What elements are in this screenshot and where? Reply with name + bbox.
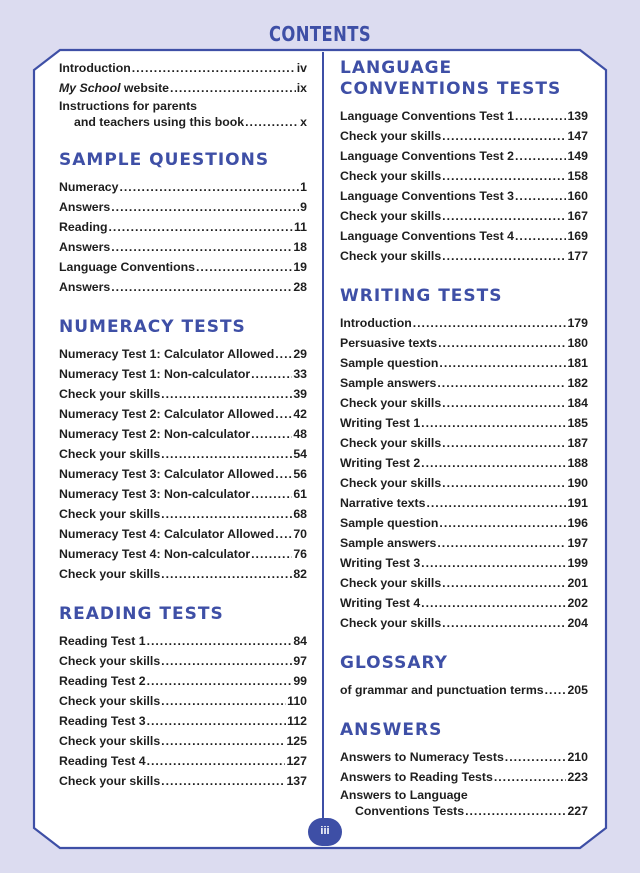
toc-entry[interactable] xyxy=(340,767,588,787)
entry-page-number: 97 xyxy=(293,654,307,668)
toc-entry[interactable] xyxy=(59,237,307,257)
entry-title: Numeracy Test 3: Non-calculator xyxy=(59,487,251,501)
section-numeracy-tests xyxy=(59,317,307,584)
leader-dots xyxy=(545,680,567,700)
leader-dots xyxy=(196,257,292,277)
entry-title: Language Conventions Test 4 xyxy=(340,229,514,243)
entry-page-number: 61 xyxy=(293,487,307,501)
entry-title: Reading Test 2 xyxy=(59,674,146,688)
toc-entry[interactable] xyxy=(59,197,307,217)
toc-entry[interactable] xyxy=(340,373,588,393)
entry-page-number: 48 xyxy=(293,427,307,441)
leader-dots xyxy=(421,413,566,433)
entry-title: Check your skills xyxy=(340,436,442,450)
entry-page-number: 196 xyxy=(567,516,588,530)
leader-dots xyxy=(442,126,566,146)
entry-title: Sample question xyxy=(340,356,439,370)
entry-title: Check your skills xyxy=(59,654,161,668)
entry-title: Writing Test 4 xyxy=(340,596,421,610)
entry-page-number: 42 xyxy=(293,407,307,421)
toc-entry[interactable] xyxy=(340,246,588,266)
section-heading: SAMPLE QUESTIONS xyxy=(59,150,270,170)
toc-entry[interactable] xyxy=(340,353,588,373)
entry-title: Numeracy Test 2: Calculator Allowed xyxy=(59,407,275,421)
leader-dots xyxy=(170,78,296,98)
entry-title: Language Conventions xyxy=(59,260,195,274)
entry-title: Writing Test 3 xyxy=(340,556,421,570)
toc-entry[interactable] xyxy=(340,473,588,493)
leader-dots xyxy=(147,671,293,691)
leader-dots xyxy=(437,533,566,553)
leader-dots xyxy=(442,473,566,493)
leader-dots xyxy=(439,513,566,533)
toc-entry[interactable] xyxy=(59,544,307,564)
leader-dots xyxy=(421,453,566,473)
entry-title: Check your skills xyxy=(59,734,161,748)
toc-entry[interactable] xyxy=(340,126,588,146)
entry-title: Answers to Reading Tests xyxy=(340,770,493,784)
leader-dots xyxy=(161,444,292,464)
toc-entry[interactable] xyxy=(340,573,588,593)
toc-entry[interactable] xyxy=(340,333,588,353)
leader-dots xyxy=(161,771,285,791)
toc-entry[interactable] xyxy=(59,277,307,297)
section-answers xyxy=(340,720,588,787)
entry-title: Check your skills xyxy=(59,507,161,521)
entry-page-number: 125 xyxy=(286,734,307,748)
toc-entry[interactable] xyxy=(59,524,307,544)
leader-dots xyxy=(515,106,566,126)
entry-title: Numeracy Test 1: Calculator Allowed xyxy=(59,347,275,361)
leader-dots xyxy=(111,197,299,217)
entry-page-number: 182 xyxy=(567,376,588,390)
leader-dots xyxy=(442,206,566,226)
section-heading: NUMERACY TESTS xyxy=(59,317,246,337)
entry-page-number: 202 xyxy=(567,596,588,610)
toc-entry[interactable] xyxy=(59,484,307,504)
toc-entry[interactable] xyxy=(59,464,307,484)
toc-entry[interactable] xyxy=(340,413,588,433)
entry-title: Check your skills xyxy=(340,476,442,490)
leader-dots xyxy=(421,553,566,573)
entry-page-number: 204 xyxy=(567,616,588,630)
leader-dots xyxy=(515,146,566,166)
entry-title: Language Conventions Test 1 xyxy=(340,109,514,123)
entry-page-number: 33 xyxy=(293,367,307,381)
toc-entry[interactable] xyxy=(59,177,307,197)
entry-page-number: 139 xyxy=(567,109,588,123)
entry-page-number: 210 xyxy=(567,750,588,764)
entry-title: Introduction xyxy=(340,316,412,330)
toc-entry[interactable] xyxy=(59,631,307,651)
toc-entry[interactable] xyxy=(340,613,588,633)
entry-page-number: 167 xyxy=(567,209,588,223)
toc-entry[interactable] xyxy=(340,747,588,767)
toc-entry[interactable] xyxy=(59,711,307,731)
leader-dots xyxy=(442,246,566,266)
left-sections xyxy=(59,150,307,791)
toc-entry[interactable] xyxy=(59,751,307,771)
entry-title: Answers xyxy=(59,200,111,214)
leader-dots xyxy=(161,384,292,404)
entry-page-number: 149 xyxy=(567,149,588,163)
entry-page-number: 18 xyxy=(293,240,307,254)
leader-dots xyxy=(119,177,299,197)
entry-title: Sample answers xyxy=(340,536,437,550)
section-writing-tests xyxy=(340,286,588,633)
leader-dots xyxy=(515,226,566,246)
entry-page-number: 76 xyxy=(293,547,307,561)
entry-title: Reading Test 3 xyxy=(59,714,146,728)
entry-page-number: 137 xyxy=(286,774,307,788)
leader-dots xyxy=(111,237,292,257)
toc-entry[interactable] xyxy=(59,564,307,584)
entry-page-number: 180 xyxy=(567,336,588,350)
toc-entry[interactable] xyxy=(59,344,307,364)
right-sections xyxy=(340,58,588,787)
entry-page-number: 187 xyxy=(567,436,588,450)
entry-page-number: 54 xyxy=(293,447,307,461)
entry-page-number: 68 xyxy=(293,507,307,521)
toc-entry[interactable] xyxy=(59,771,307,791)
entry-page-number: 28 xyxy=(293,280,307,294)
entry-title: Check your skills xyxy=(59,694,161,708)
leader-dots xyxy=(275,464,292,484)
entry-title: Numeracy xyxy=(59,180,119,194)
right-column xyxy=(340,58,588,823)
left-column xyxy=(59,58,307,811)
toc-entry[interactable] xyxy=(340,106,588,126)
toc-entry[interactable] xyxy=(59,691,307,711)
section-heading: ANSWERS xyxy=(340,720,443,740)
entry-page-number: 185 xyxy=(567,416,588,430)
entry-page-number: 179 xyxy=(567,316,588,330)
entry-page-number: 160 xyxy=(567,189,588,203)
leader-dots xyxy=(421,593,566,613)
entry-title: Check your skills xyxy=(340,576,442,590)
toc-entry[interactable] xyxy=(340,593,588,613)
entry-title: Reading xyxy=(59,220,108,234)
toc-entry[interactable] xyxy=(340,393,588,413)
entry-title: Sample answers xyxy=(340,376,437,390)
leader-dots xyxy=(442,166,566,186)
page-title: CONTENTS xyxy=(268,22,372,46)
toc-entry[interactable] xyxy=(340,206,588,226)
entry-page-number: 223 xyxy=(567,770,588,784)
leader-dots xyxy=(161,564,292,584)
leader-dots xyxy=(161,651,292,671)
entry-title: Check your skills xyxy=(340,169,442,183)
toc-entry[interactable] xyxy=(340,493,588,513)
leader-dots xyxy=(251,364,292,384)
entry-page-number: 11 xyxy=(294,220,307,234)
leader-dots xyxy=(275,524,292,544)
entry-title: Check your skills xyxy=(59,387,161,401)
entry-page-number: 1 xyxy=(300,180,307,194)
entry-title: Numeracy Test 4: Calculator Allowed xyxy=(59,527,275,541)
toc-entry[interactable] xyxy=(340,186,588,206)
leader-dots xyxy=(438,333,566,353)
leader-dots xyxy=(251,484,292,504)
toc-entry[interactable] xyxy=(59,444,307,464)
toc-entry[interactable] xyxy=(59,257,307,277)
entry-page-number: 19 xyxy=(293,260,307,274)
entry-page-number: 9 xyxy=(300,200,307,214)
entry-page-number: 191 xyxy=(567,496,588,510)
entry-page-number: 70 xyxy=(293,527,307,541)
leader-dots xyxy=(439,353,566,373)
leader-dots xyxy=(251,424,292,444)
section-heading: LANGUAGE CONVENTIONS TESTS xyxy=(340,58,562,99)
leader-dots xyxy=(413,313,567,333)
toc-entry[interactable] xyxy=(59,731,307,751)
section-glossary xyxy=(340,653,588,700)
entry-page-number: 39 xyxy=(293,387,307,401)
entry-title: Answers xyxy=(59,280,111,294)
leader-dots xyxy=(109,217,293,237)
toc-entry[interactable] xyxy=(340,313,588,333)
toc-entry-instructions[interactable]: Instructions for parents and teachers using this book ..... x xyxy=(59,98,307,130)
section-heading: READING TESTS xyxy=(59,604,224,624)
entry-page-number: 197 xyxy=(567,536,588,550)
entry-title: Writing Test 2 xyxy=(340,456,421,470)
leader-dots xyxy=(161,691,286,711)
entry-title: Numeracy Test 2: Non-calculator xyxy=(59,427,251,441)
leader-dots xyxy=(494,767,567,787)
leader-dots xyxy=(111,277,292,297)
entry-title: Answers xyxy=(59,240,111,254)
entry-title: Language Conventions Test 3 xyxy=(340,189,514,203)
entry-title: Numeracy Test 1: Non-calculator xyxy=(59,367,251,381)
leader-dots xyxy=(275,404,292,424)
entry-page-number: 169 xyxy=(567,229,588,243)
toc-entry[interactable] xyxy=(340,533,588,553)
entry-title: Check your skills xyxy=(59,774,161,788)
entry-page-number: 188 xyxy=(567,456,588,470)
toc-entry[interactable] xyxy=(340,553,588,573)
entry-title: Reading Test 4 xyxy=(59,754,146,768)
entry-page-number: 29 xyxy=(293,347,307,361)
entry-title: Numeracy Test 4: Non-calculator xyxy=(59,547,251,561)
section-language-conventions-tests xyxy=(340,58,588,266)
leader-dots xyxy=(161,731,285,751)
entry-title: Persuasive texts xyxy=(340,336,438,350)
toc-entry[interactable] xyxy=(59,504,307,524)
entry-page-number: 127 xyxy=(286,754,307,768)
leader-dots xyxy=(442,573,566,593)
toc-entry[interactable] xyxy=(59,217,307,237)
entry-page-number: 177 xyxy=(567,249,588,263)
entry-page-number: 110 xyxy=(287,694,307,708)
entry-title: Narrative texts xyxy=(340,496,426,510)
entry-title: Check your skills xyxy=(59,567,161,581)
leader-dots xyxy=(465,803,566,819)
toc-entry[interactable] xyxy=(59,424,307,444)
leader-dots xyxy=(147,751,286,771)
entry-page-number: 199 xyxy=(567,556,588,570)
leader-dots xyxy=(275,344,292,364)
toc-entry[interactable] xyxy=(59,404,307,424)
entry-page-number: 56 xyxy=(293,467,307,481)
entry-page-number: 158 xyxy=(567,169,588,183)
entry-title: Writing Test 1 xyxy=(340,416,421,430)
leader-dots xyxy=(132,58,296,78)
toc-entry[interactable] xyxy=(340,226,588,246)
toc-entry[interactable] xyxy=(340,513,588,533)
toc-entry[interactable] xyxy=(340,453,588,473)
entry-title: Check your skills xyxy=(340,396,442,410)
entry-title: Answers to Numeracy Tests xyxy=(340,750,504,764)
entry-page-number: 184 xyxy=(567,396,588,410)
leader-dots xyxy=(245,114,299,130)
entry-title: Numeracy Test 3: Calculator Allowed xyxy=(59,467,275,481)
leader-dots xyxy=(505,747,567,767)
entry-title: Check your skills xyxy=(340,249,442,263)
toc-entry[interactable] xyxy=(59,364,307,384)
entry-page-number: 190 xyxy=(567,476,588,490)
toc-entry-introduction[interactable]: Introduction ..... iv xyxy=(59,58,307,78)
entry-page-number: 99 xyxy=(293,674,307,688)
toc-entry[interactable] xyxy=(59,384,307,404)
entry-title: Language Conventions Test 2 xyxy=(340,149,514,163)
intro-section xyxy=(59,58,307,130)
leader-dots xyxy=(161,504,292,524)
toc-entry-answers-language-conventions[interactable]: Answers to Language Conventions Tests ..... 227 xyxy=(340,787,588,819)
entry-title: Check your skills xyxy=(340,209,442,223)
section-sample-questions xyxy=(59,150,307,297)
entry-page-number: 147 xyxy=(567,129,588,143)
section-reading-tests xyxy=(59,604,307,791)
entry-title: Check your skills xyxy=(340,616,442,630)
entry-title: Check your skills xyxy=(59,447,161,461)
leader-dots xyxy=(442,433,566,453)
entry-page-number: 84 xyxy=(293,634,307,648)
leader-dots xyxy=(442,393,566,413)
toc-entry[interactable] xyxy=(340,680,588,700)
entry-title: of grammar and punctuation terms xyxy=(340,683,544,697)
toc-entry[interactable] xyxy=(340,146,588,166)
leader-dots xyxy=(147,711,287,731)
toc-entry[interactable] xyxy=(340,433,588,453)
leader-dots xyxy=(437,373,566,393)
leader-dots xyxy=(251,544,292,564)
entry-title: Check your skills xyxy=(340,129,442,143)
entry-page-number: 112 xyxy=(287,714,307,728)
page-number-badge: iii xyxy=(308,818,342,846)
leader-dots xyxy=(426,493,566,513)
entry-page-number: 82 xyxy=(293,567,307,581)
leader-dots xyxy=(442,613,566,633)
entry-title: Reading Test 1 xyxy=(59,634,146,648)
toc-entry[interactable] xyxy=(59,671,307,691)
toc-entry[interactable] xyxy=(340,166,588,186)
entry-page-number: 201 xyxy=(567,576,588,590)
toc-entry[interactable] xyxy=(59,651,307,671)
entry-title: Sample question xyxy=(340,516,439,530)
toc-entry-my-school-website[interactable]: My School website ..... ix xyxy=(59,78,307,98)
section-heading: WRITING TESTS xyxy=(340,286,503,306)
leader-dots xyxy=(147,631,293,651)
section-heading: GLOSSARY xyxy=(340,653,448,673)
leader-dots xyxy=(515,186,566,206)
entry-page-number: 205 xyxy=(567,683,588,697)
entry-page-number: 181 xyxy=(567,356,588,370)
